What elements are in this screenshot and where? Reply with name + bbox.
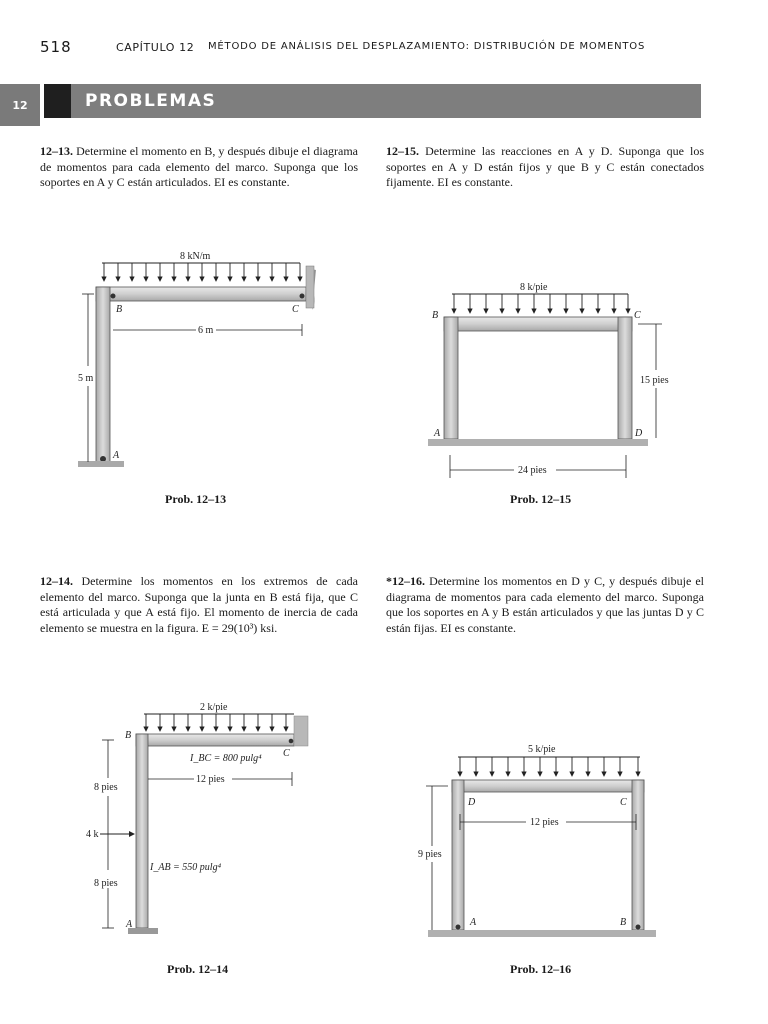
problem-text: Determine los momentos en los extremos de cada elemento del marco. Suponga que la junta en B está fija, que C está articulada y que A está fijo. El momento de inercia de cada elemento se muestra en la figura. E = 29(10³) ksi.: [40, 574, 359, 635]
load-label: 5 k/pie: [528, 744, 556, 755]
label-a: A: [434, 428, 441, 439]
beam-dc: [452, 780, 644, 792]
figure-12-15: [428, 282, 669, 478]
distributed-load-arrows: [452, 294, 628, 313]
load-label: 8 k/pie: [520, 282, 548, 293]
page-number: 518: [40, 38, 72, 56]
label-a: A: [470, 917, 477, 928]
label-b: B: [620, 917, 627, 928]
span-label: 12 pies: [530, 817, 559, 828]
problem-text: Determine los momentos en D y C, y después dibuje el diagrama de momentos para cada elemento del marco. Suponga que los soportes en A y B están articulados y que las juntas D y C están fijas. EI es constante.: [386, 574, 705, 635]
problem-text: Determine el momento en B, y después dibuje el diagrama de momentos para cada elemento del marco. Suponga que los soportes en A y C están articulados. EI es constante.: [40, 144, 359, 189]
ground: [428, 439, 648, 446]
ground: [428, 930, 656, 937]
load-label: 2 k/pie: [200, 702, 228, 713]
pin-c: [289, 739, 294, 744]
pin-c: [300, 294, 305, 299]
problem-number: 12–15.: [386, 144, 419, 158]
chapter-label: CAPÍTULO 12: [116, 41, 195, 54]
height-label: 15 pies: [640, 375, 669, 386]
column-bc: [632, 780, 644, 930]
load-label: 8 kN/m: [180, 251, 211, 262]
figure-12-14: [86, 702, 308, 934]
chapter-title: MÉTODO DE ANÁLISIS DEL DESPLAZAMIENTO: DISTRIBUCIÓN DE MOMENTOS: [208, 41, 646, 52]
problem-number: 12–14.: [40, 574, 73, 588]
h-bot-label: 8 pies: [94, 878, 118, 889]
chapter-tab: 12: [0, 84, 40, 126]
caption-12-16: Prob. 12–16: [510, 962, 572, 976]
label-d: D: [635, 428, 643, 439]
wall-hatch: [306, 266, 314, 308]
span-label: 6 m: [198, 325, 214, 336]
pin-a: [456, 925, 461, 930]
beam-bc: [96, 287, 306, 301]
wall-support-c: [294, 716, 308, 746]
height-label: 5 m: [78, 373, 94, 384]
column-ab: [136, 734, 148, 928]
span-label: 12 pies: [196, 774, 225, 785]
label-a: A: [113, 450, 120, 461]
i-bc-label: I_BC = 800 pulg⁴: [190, 753, 262, 764]
label-a: A: [126, 919, 133, 930]
figure-12-16: [418, 744, 656, 937]
label-d: D: [468, 797, 476, 808]
caption-12-13: Prob. 12–13: [165, 492, 227, 506]
distributed-load-arrows: [102, 263, 300, 281]
caption-12-15: Prob. 12–15: [510, 492, 572, 506]
beam-bc: [444, 317, 632, 331]
label-b: B: [116, 304, 123, 315]
label-b: B: [432, 310, 439, 321]
caption-12-14: Prob. 12–14: [167, 962, 229, 976]
problem-number: 12–13.: [40, 144, 73, 158]
fixed-support-a: [128, 928, 158, 934]
height-label: 9 pies: [418, 849, 442, 860]
distributed-load-arrows: [144, 714, 294, 731]
ground-a: [78, 461, 124, 467]
force-label: 4 k: [86, 829, 99, 840]
label-c: C: [292, 304, 299, 315]
pin-b: [636, 925, 641, 930]
joint-b: [111, 294, 116, 299]
column-cd: [618, 317, 632, 439]
span-label: 24 pies: [518, 465, 547, 476]
figure-12-13: [78, 251, 316, 467]
problem-number: *12–16.: [386, 574, 425, 588]
label-c: C: [620, 797, 627, 808]
i-ab-label: I_AB = 550 pulg⁴: [150, 862, 222, 873]
column-ad: [452, 780, 464, 930]
column-ab: [96, 287, 110, 463]
beam-bc: [136, 734, 294, 746]
h-top-label: 8 pies: [94, 782, 118, 793]
problem-text: Determine las reacciones en A y D. Suponga que los soportes en A y D están fijos y que B y C están conectados fijamente. EI es constante.: [386, 144, 704, 189]
column-ab: [444, 317, 458, 439]
label-c: C: [283, 748, 290, 759]
label-b: B: [125, 730, 132, 741]
label-c: C: [634, 310, 641, 321]
section-banner: PROBLEMAS: [71, 84, 701, 118]
distributed-load-arrows: [458, 757, 640, 776]
